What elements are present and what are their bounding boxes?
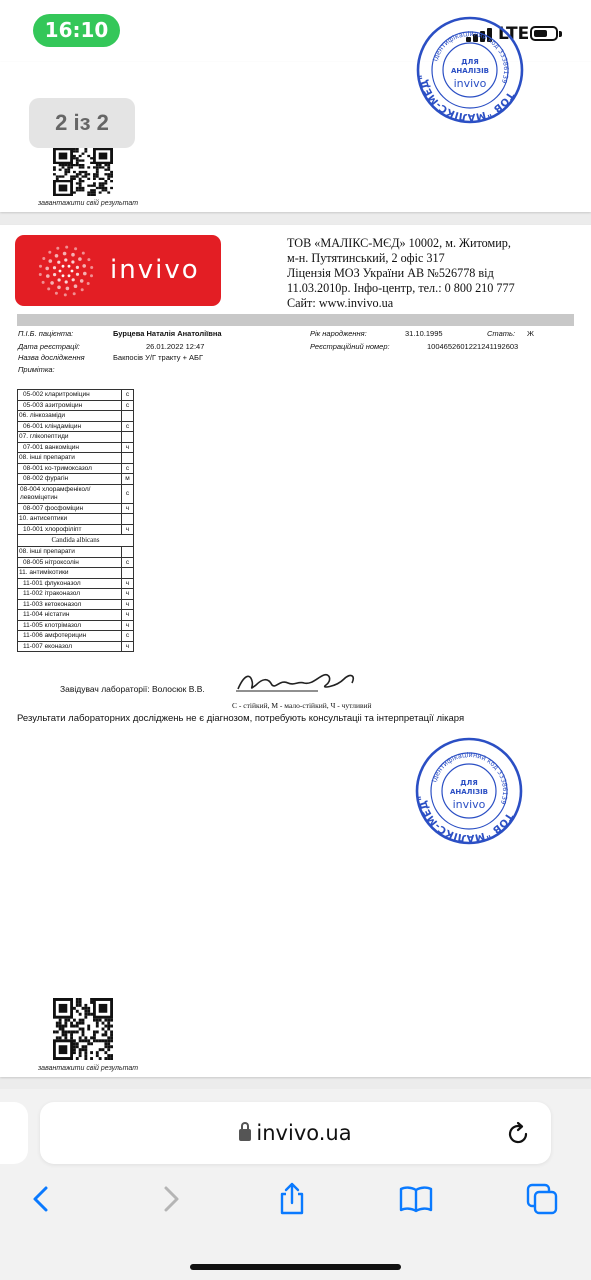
drug-group: 11. антимікотики	[18, 568, 122, 579]
document-page-2	[0, 225, 591, 1077]
drug-name: 05-003 азитроміцин	[18, 400, 122, 411]
sensitivity-value: ч	[122, 442, 134, 453]
sensitivity-value: ч	[122, 503, 134, 514]
disclaimer: Результати лабораторних досліджень не є діагнозом, потребують консультаціі та інтерпретації лікаря	[17, 713, 465, 724]
test-label: Назва дослідження	[18, 353, 85, 362]
company-line: 11.03.2010р. Інфо-центр, тел.: 0 800 210 777	[287, 281, 515, 295]
bookmarks-icon[interactable]	[398, 1181, 434, 1217]
table-row	[18, 631, 134, 642]
browser-toolbar	[0, 1089, 591, 1280]
sensitivity-value	[122, 411, 134, 422]
drug-group: 06. лінкозаміди	[18, 411, 122, 422]
stamp-icon	[415, 737, 523, 845]
share-icon[interactable]	[274, 1181, 310, 1217]
company-info	[287, 236, 577, 311]
qr-caption: завантажити свій результат	[38, 1065, 139, 1072]
logo-dots-icon	[31, 241, 101, 301]
drug-name: 06-001 кліндаміцин	[18, 421, 122, 432]
stamp-brand: invivo	[453, 77, 487, 90]
tabs-icon[interactable]	[524, 1181, 560, 1217]
page-indicator: 2 із 2	[29, 98, 135, 148]
company-line: м-н. Путятинський, 2 офіс 317	[287, 251, 445, 265]
lock-icon	[239, 1129, 251, 1141]
reg-date-label: Дата реєстрації:	[18, 342, 80, 351]
stamp-inner-line1: ДЛЯ	[461, 58, 479, 66]
home-indicator	[190, 1264, 401, 1270]
sensitivity-value: ч	[122, 620, 134, 631]
table-row	[18, 463, 134, 474]
table-row	[18, 610, 134, 621]
invivo-logo	[15, 235, 221, 306]
table-row	[18, 589, 134, 600]
table-row	[18, 474, 134, 485]
drug-group: 08. інші препарати	[18, 453, 122, 464]
previous-tab[interactable]	[0, 1102, 28, 1164]
status-time[interactable]: 16:10	[33, 14, 120, 47]
table-row	[18, 432, 134, 443]
sensitivity-value	[122, 514, 134, 525]
drug-name: 07-001 ванкоміцин	[18, 442, 122, 453]
qr-caption: завантажити свій результат	[38, 200, 139, 207]
drug-name: 11-001 флуконазол	[18, 578, 122, 589]
table-row	[18, 453, 134, 464]
table-row	[18, 524, 134, 535]
drug-name: 05-002 кларитроміцин	[18, 390, 122, 401]
table-row	[18, 421, 134, 432]
sensitivity-value: ч	[122, 578, 134, 589]
company-line: Сайт: www.invivo.ua	[287, 296, 394, 310]
divider-band	[17, 314, 574, 326]
drug-group: 10. антисептики	[18, 514, 122, 525]
sensitivity-value: ч	[122, 524, 134, 535]
drug-name: 11-006 амфотерицин	[18, 631, 122, 642]
drug-name: 08-001 ко-тримоксазол	[18, 463, 122, 474]
drug-name: 08-007 фосфоміцин	[18, 503, 122, 514]
back-icon[interactable]	[24, 1181, 60, 1217]
stamp-middle-text: Ідентифікаційний код 33386139	[430, 750, 510, 806]
sensitivity-value: с	[122, 400, 134, 411]
battery-icon	[530, 26, 558, 41]
drug-group: 07. глікопептиди	[18, 432, 122, 443]
sex-label: Стать:	[487, 329, 516, 338]
drug-group: 08. інші препарати	[18, 547, 122, 558]
table-row	[18, 578, 134, 589]
drug-name: 08-005 нітроксолін	[18, 557, 122, 568]
test-value: Бакпосів У/Г тракту + АБГ	[113, 353, 204, 362]
note-label: Примітка:	[18, 365, 55, 374]
sensitivity-value: с	[122, 390, 134, 401]
stamp-outer-text: ТОВ "МАЛІКС-МЕД"	[417, 794, 515, 844]
sex-value: Ж	[527, 329, 534, 338]
sensitivity-value	[122, 432, 134, 443]
table-row	[18, 620, 134, 631]
sensitivity-value	[122, 547, 134, 558]
drug-name: 08-004 хлорамфенікол/левоміцетин	[18, 484, 122, 503]
table-row	[18, 411, 134, 422]
drug-name: 11-004 ністатин	[18, 610, 122, 621]
url-display[interactable]	[40, 1102, 551, 1164]
reg-date-value: 26.01.2022 12:47	[146, 342, 205, 351]
sensitivity-value	[122, 568, 134, 579]
table-row	[18, 547, 134, 558]
table-row	[18, 390, 134, 401]
company-line: ТОВ «МАЛІКС-МЄД» 10002, м. Житомир,	[287, 236, 511, 250]
stamp-middle-text: Ідентифікаційний код 33386139	[431, 29, 511, 85]
table-row	[18, 599, 134, 610]
drug-name: 11-005 клотрімазол	[18, 620, 122, 631]
address-bar[interactable]	[40, 1102, 551, 1164]
stamp-outer-text: ТОВ "МАЛІКС-МЕД"	[418, 73, 516, 123]
company-line: Ліцензія МОЗ України АВ №526778 від	[287, 266, 494, 280]
stamp-inner-line2: АНАЛІЗІВ	[450, 67, 490, 75]
reg-no-label: Реєстраційний номер:	[310, 342, 390, 351]
stamp-inner-line2: АНАЛІЗІВ	[449, 788, 489, 796]
birth-label: Рік народження:	[310, 329, 367, 338]
drug-name: 11-007 еконазол	[18, 641, 122, 652]
url-text: invivo.ua	[256, 1121, 352, 1145]
sensitivity-value: ч	[122, 641, 134, 652]
sensitivity-value: с	[122, 484, 134, 503]
logo-text: invivo	[110, 255, 200, 285]
patient-name: Бурцева Наталія Анатоліївна	[113, 329, 222, 338]
table-row	[18, 535, 134, 547]
sensitivity-value: ч	[122, 610, 134, 621]
sensitivity-value: ч	[122, 599, 134, 610]
drug-name: 08-002 фурагін	[18, 474, 122, 485]
lab-head: Завідувач лабораторії: Волосюк В.В.	[60, 684, 205, 694]
qr-code-icon[interactable]	[53, 998, 113, 1060]
drug-name: 11-002 ітраконазол	[18, 589, 122, 600]
table-row	[18, 568, 134, 579]
table-row	[18, 503, 134, 514]
stamp-inner-line1: ДЛЯ	[460, 779, 478, 787]
drug-name: 11-003 кетоконазол	[18, 599, 122, 610]
battery-tip	[559, 31, 562, 37]
table-row	[18, 400, 134, 411]
sensitivity-value	[122, 453, 134, 464]
resistance-legend: С - стійкий, М - мало-стійкий, Ч - чутливий	[232, 701, 372, 710]
sensitivity-value: с	[122, 463, 134, 474]
table-row	[18, 557, 134, 568]
table-row	[18, 641, 134, 652]
table-row	[18, 484, 134, 503]
sensitivity-value: ч	[122, 589, 134, 600]
stamp-icon	[416, 16, 524, 124]
signature-icon	[232, 667, 364, 697]
network-type: LTE	[498, 24, 530, 44]
table-row	[18, 514, 134, 525]
stamp-brand: invivo	[452, 798, 486, 811]
sensitivity-value: с	[122, 557, 134, 568]
table-row	[18, 442, 134, 453]
qr-code-icon[interactable]	[53, 148, 113, 196]
reg-no-value: 1004652601221241192603	[427, 342, 519, 351]
patient-name-label: П.І.Б. пацієнта:	[18, 329, 74, 338]
sensitivity-value: с	[122, 421, 134, 432]
sensitivity-value: с	[122, 631, 134, 642]
drug-name: 10-001 хлорофіліпт	[18, 524, 122, 535]
forward-icon[interactable]	[152, 1181, 188, 1217]
birth-value: 31.10.1995	[405, 329, 443, 338]
organism-name: Candida albicans	[18, 535, 134, 547]
reload-icon[interactable]	[505, 1121, 531, 1147]
antibiotic-table	[17, 389, 134, 652]
sensitivity-value: м	[122, 474, 134, 485]
